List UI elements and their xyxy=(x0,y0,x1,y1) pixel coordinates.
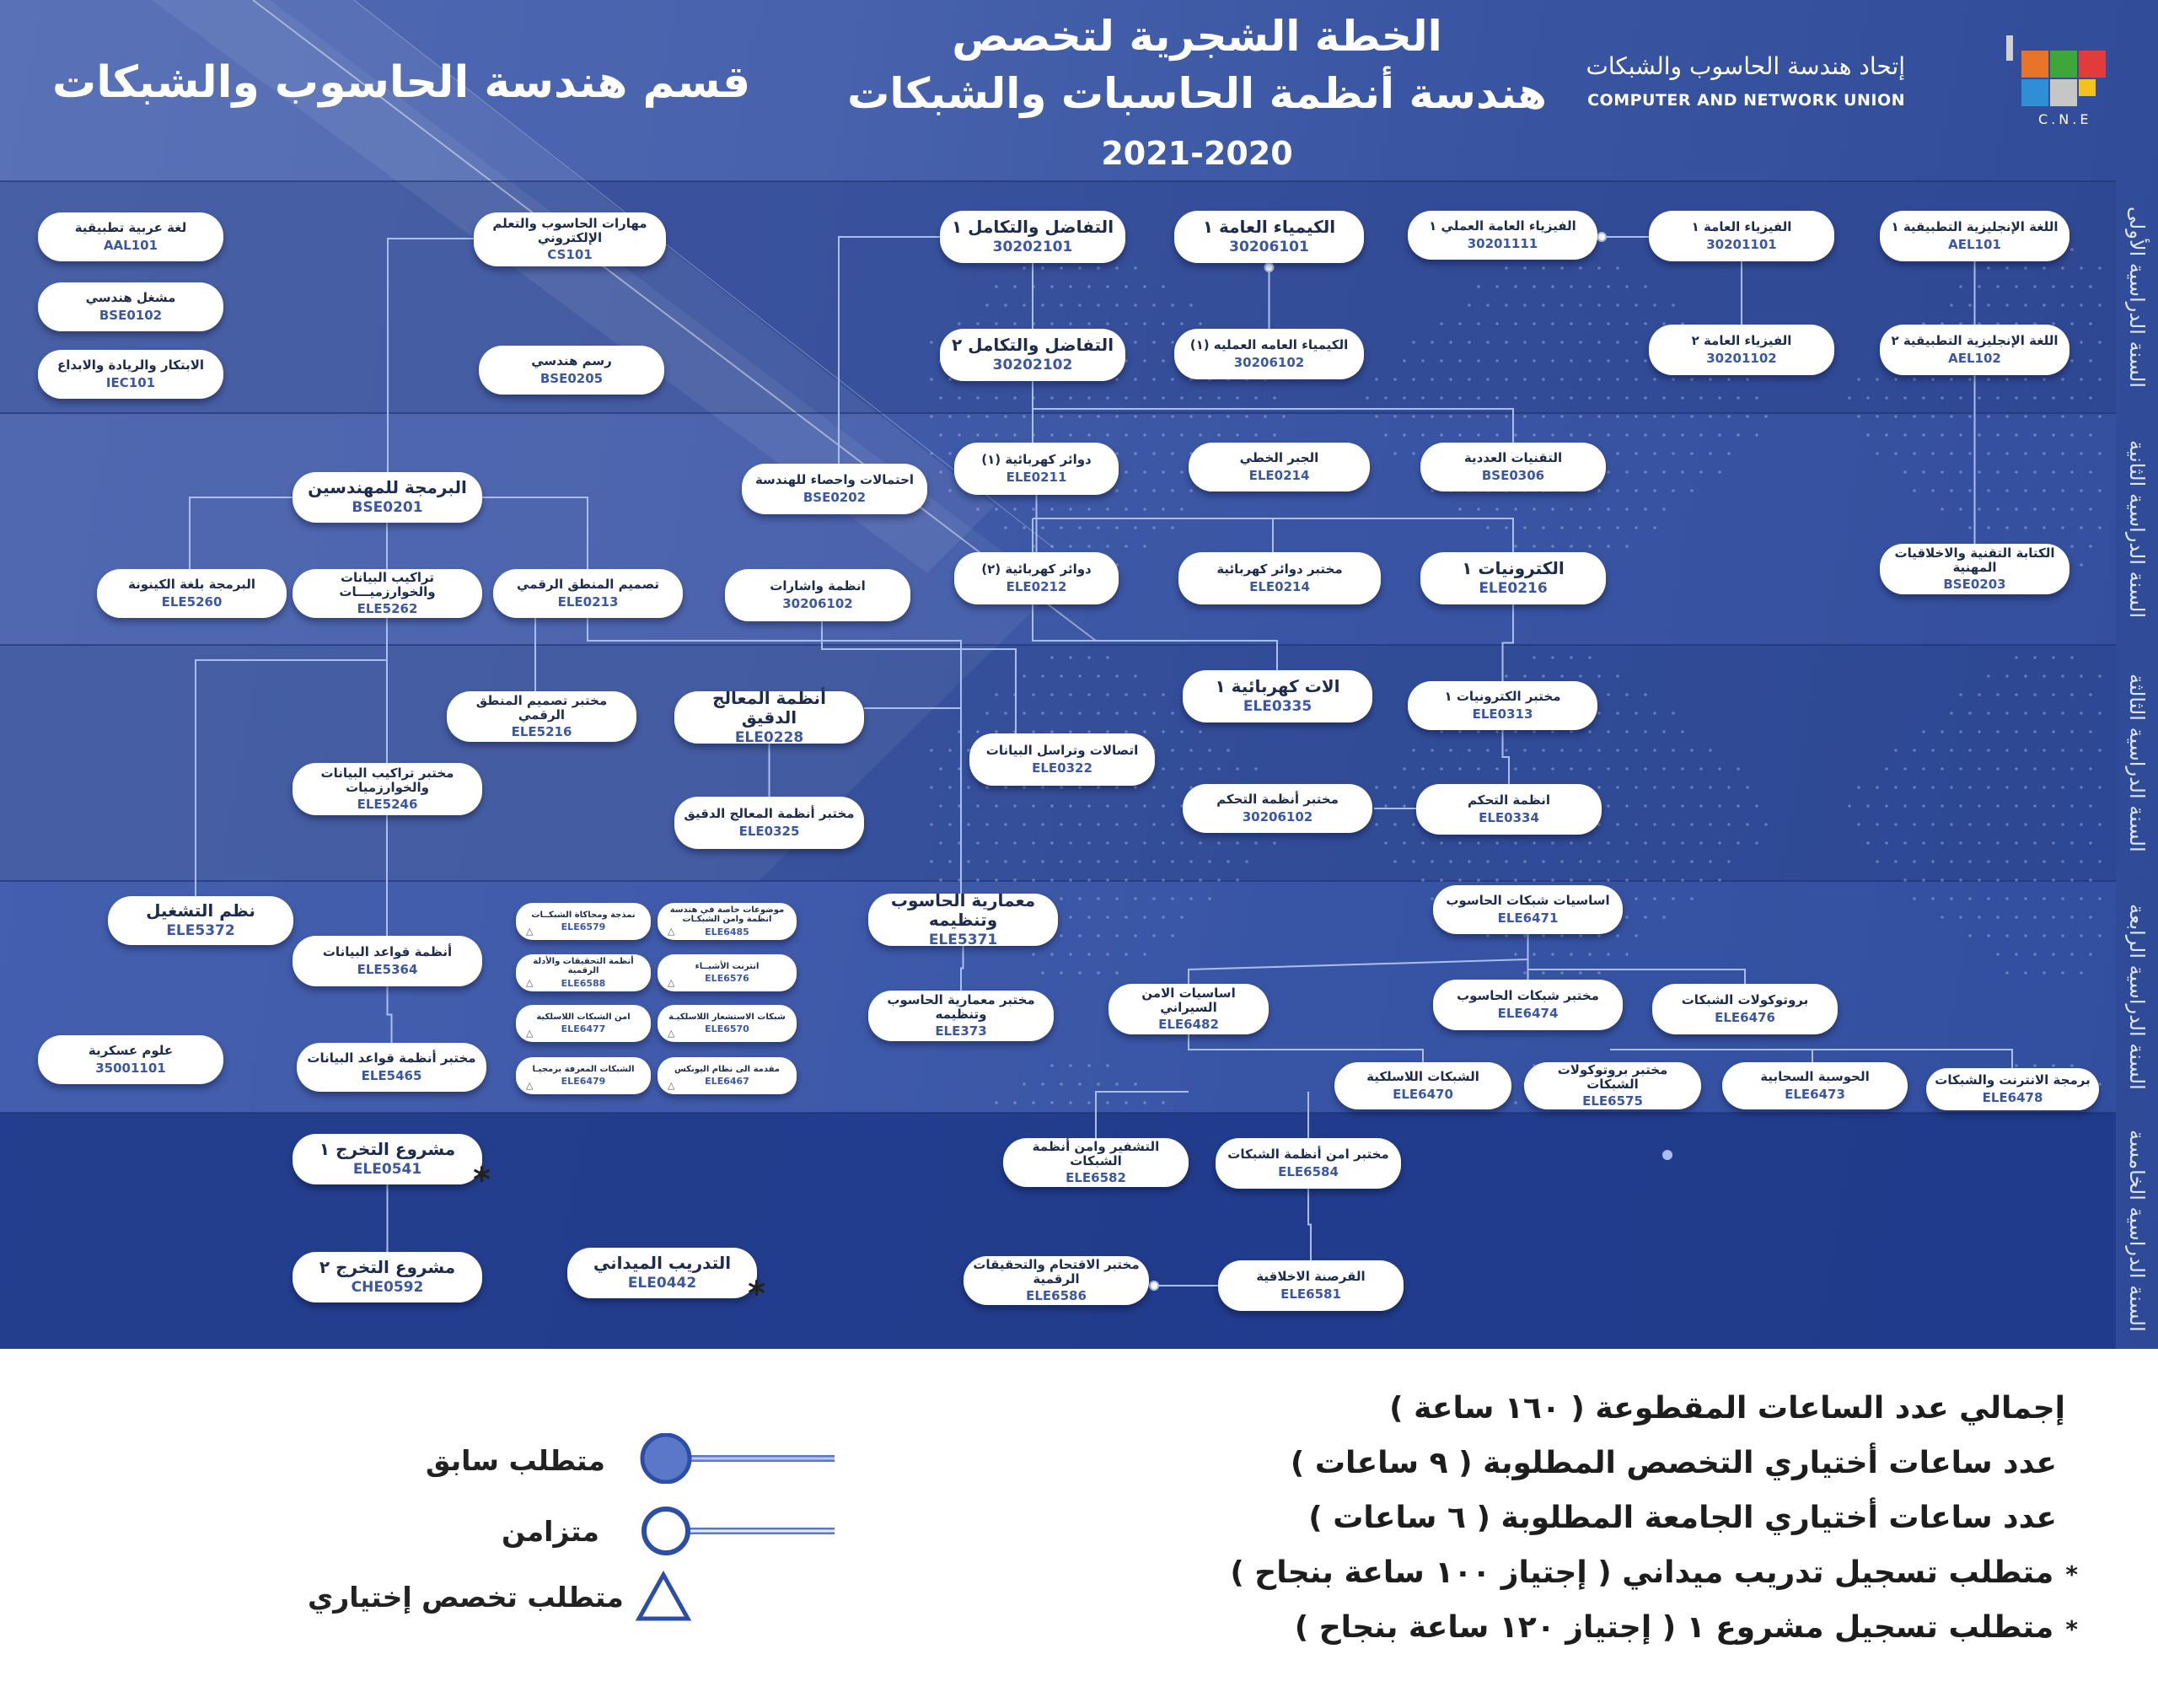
course-ele0214b[interactable] xyxy=(1178,552,1381,604)
course-ele6586[interactable] xyxy=(964,1256,1149,1305)
course-name: التشفير وامن أنظمة الشبكات xyxy=(1032,1138,1160,1168)
union-name-en: COMPUTER AND NETWORK UNION xyxy=(1587,91,1905,110)
course-ele0213[interactable] xyxy=(493,569,683,618)
course-ele5465[interactable] xyxy=(297,1043,486,1092)
course-code: ELE6482 xyxy=(1158,1017,1219,1033)
course-code: ELE6575 xyxy=(1582,1093,1643,1109)
course-bse0201[interactable] xyxy=(293,472,482,523)
course-name: دوائر كهربائية (٢) xyxy=(981,561,1092,577)
course-ele6575[interactable] xyxy=(1524,1062,1701,1109)
course-calc2[interactable] xyxy=(940,329,1125,381)
course-cs101[interactable] xyxy=(474,212,666,266)
course-name: برمجة الانترنت والشبكات xyxy=(1935,1072,2091,1088)
course-code: CHE0592 xyxy=(351,1279,424,1297)
course-code: ELE6478 xyxy=(1982,1089,2043,1105)
course-code: ELE5371 xyxy=(928,931,998,948)
course-code: CS101 xyxy=(547,247,593,263)
elective-triangle-icon: △ xyxy=(668,1080,675,1091)
course-code: BSE0102 xyxy=(99,307,163,323)
course-code: 30202101 xyxy=(992,239,1073,256)
course-name: مختبر دوائر كهربائية xyxy=(1216,561,1343,577)
course-ele0211[interactable] xyxy=(954,443,1119,495)
course-ele0334[interactable] xyxy=(1416,784,1602,835)
course-name: مختبر تصميم المنطق الرقمي xyxy=(475,692,608,722)
course-bse0102[interactable] xyxy=(38,282,223,331)
course-name: مقدمة الى نظام اليونكس xyxy=(674,1064,780,1074)
course-code: AEL102 xyxy=(1948,350,2001,366)
course-che0592[interactable] xyxy=(293,1252,482,1302)
course-code: ELE6586 xyxy=(1026,1288,1087,1304)
course-code: ELE6581 xyxy=(1280,1286,1341,1302)
legend-prereq-symbol xyxy=(632,1433,843,1484)
course-ele5260[interactable] xyxy=(97,569,287,618)
course-code: ELE0214 xyxy=(1248,467,1310,483)
course-ele0216[interactable] xyxy=(1420,552,1606,604)
course-name: تصميم المنطق الرقمي xyxy=(516,577,660,593)
course-ele6485[interactable] xyxy=(658,903,797,940)
note-project-requirement: *متطلب تسجيل مشروع ١ ( إجتياز ١٢٠ ساعة بنجاح ) xyxy=(1294,1610,2078,1645)
course-code: ELE5465 xyxy=(361,1067,422,1083)
course-name: الكيمياء العامة ١ xyxy=(1202,217,1336,238)
course-name: القرصنة الاخلاقية xyxy=(1256,1269,1366,1285)
elective-triangle-icon: △ xyxy=(668,926,675,937)
course-code: ELE0211 xyxy=(1006,469,1067,485)
course-name: مختبر بروتوكولات الشبكات xyxy=(1557,1061,1668,1092)
course-code: 30206102 xyxy=(782,595,853,611)
course-ctrllab[interactable] xyxy=(1183,784,1372,833)
note-university-electives: عدد ساعات أختياري الجامعة المطلوبة ( ٦ ساعات ) xyxy=(1308,1501,2057,1535)
course-name: دوائر كهربائية (١) xyxy=(981,452,1092,468)
course-name: موضوعات خاصة في هندسة انظمة وامن الشبكـات xyxy=(669,905,785,925)
elective-triangle-icon: △ xyxy=(526,977,534,988)
course-name: مختبر شبكات الحاسوب xyxy=(1457,988,1599,1004)
year-3-label: السنة الدراسية الثالثة xyxy=(2125,674,2149,852)
course-code: 30202102 xyxy=(992,357,1073,374)
course-name: الكترونيات ١ xyxy=(1462,558,1565,579)
course-code: 35001101 xyxy=(95,1060,166,1076)
course-name: نظم التشغيل xyxy=(146,900,255,921)
course-code: 30201101 xyxy=(1706,236,1777,252)
elective-triangle-icon: △ xyxy=(526,1080,534,1091)
course-code: ELE0213 xyxy=(557,594,619,610)
course-ele6470[interactable] xyxy=(1334,1062,1511,1109)
course-name: مختبر أنظمة قواعد البيانات xyxy=(307,1050,476,1066)
course-name: التفاضل والتكامل ١ xyxy=(951,217,1114,238)
union-logo xyxy=(2006,35,2124,128)
course-name: مشروع التخرج ١ xyxy=(319,1139,456,1160)
course-code: ELE5260 xyxy=(161,594,223,610)
course-name: علوم عسكرية xyxy=(88,1043,174,1059)
course-name: مختبر الكترونيات ١ xyxy=(1444,689,1561,705)
course-code: ELE6470 xyxy=(1393,1086,1453,1102)
course-code: ELE5216 xyxy=(511,724,572,740)
course-ele5246[interactable] xyxy=(293,763,482,815)
year-4-label: السنة الدراسية الرابعة xyxy=(2125,904,2149,1090)
course-signals[interactable] xyxy=(725,569,910,621)
course-name: انظمة التحكم xyxy=(1468,792,1550,808)
course-code: ELE0322 xyxy=(1032,760,1092,776)
course-ele0313[interactable] xyxy=(1408,681,1597,730)
course-aal101[interactable] xyxy=(38,212,223,261)
elective-triangle-icon: △ xyxy=(668,977,675,988)
course-name: الكيمياء العامه العمليه (١) xyxy=(1189,337,1349,353)
course-code: ELE0334 xyxy=(1479,809,1539,825)
course-bse0202[interactable] xyxy=(742,464,927,514)
course-name: انظمة واشارات xyxy=(770,578,866,594)
course-ele6474[interactable] xyxy=(1433,980,1623,1030)
course-ele6482[interactable] xyxy=(1109,984,1269,1034)
course-ele0214a[interactable] xyxy=(1189,443,1370,491)
course-name: تراكيب البيانات والخوارزميـــات xyxy=(339,569,436,599)
course-ele6582[interactable] xyxy=(1003,1138,1189,1187)
course-code: ELE6479 xyxy=(561,1076,606,1088)
course-code: ELE6473 xyxy=(1785,1086,1845,1102)
course-name: بروتوكولات الشبكات xyxy=(1681,992,1809,1008)
course-code: ELE0313 xyxy=(1472,706,1533,722)
course-name: اساسيات شبكات الحاسوب xyxy=(1446,893,1610,909)
course-phy2[interactable] xyxy=(1649,325,1834,375)
course-name: الكتابة التقنية والاخلاقيات المهنية xyxy=(1894,545,2055,575)
course-name: مشروع التخرج ٢ xyxy=(319,1257,456,1278)
course-code: 30201111 xyxy=(1467,235,1538,251)
course-code: BSE0203 xyxy=(1943,577,2006,593)
course-code: IEC101 xyxy=(105,374,156,390)
course-code: ELE0212 xyxy=(1006,578,1067,594)
course-name: الجبر الخطي xyxy=(1239,450,1319,466)
course-code: ELE6476 xyxy=(1715,1009,1775,1025)
course-code: ELE373 xyxy=(935,1023,987,1039)
note-major-electives: عدد ساعات أختياري التخصص المطلوبة ( ٩ ساعات ) xyxy=(1290,1446,2057,1480)
course-name: انترنت الأشيــاء xyxy=(695,961,760,971)
course-ele0541[interactable] xyxy=(293,1134,491,1200)
course-name: أنظمة المعالج الدقيق xyxy=(712,687,826,728)
year-2-label: السنة الدراسية الثانية xyxy=(2125,439,2149,619)
course-bse0306[interactable] xyxy=(1420,443,1606,491)
course-name: التقنيات العددية xyxy=(1463,450,1563,466)
course-name: أنظمة التحقيقات والأدلة الرقمية xyxy=(533,956,634,976)
course-code: ELE6570 xyxy=(705,1023,749,1035)
course-ele6471[interactable] xyxy=(1433,885,1623,934)
union-logo-text: C.N.E xyxy=(2038,111,2092,127)
year-5-label: السنة الدراسية الخامسة xyxy=(2125,1130,2149,1332)
plan-title-line2: هندسة أنظمة الحاسبات والشبكات xyxy=(847,69,1547,118)
course-code: 30206102 xyxy=(1233,354,1305,370)
course-bse0203[interactable] xyxy=(1880,544,2069,594)
course-name: رسم هندسي xyxy=(531,353,612,369)
course-name: الفيزياء العامة ١ xyxy=(1691,219,1792,235)
course-name: الابتكار والريادة والابداع xyxy=(56,357,205,373)
course-code: ELE6485 xyxy=(705,926,749,937)
legend-prereq-label: متطلب سابق xyxy=(426,1444,605,1477)
course-code: ELE0216 xyxy=(1479,580,1548,598)
course-name: مختبر الاقتحام والتحقيقات الرقمية xyxy=(973,1256,1140,1286)
course-ele6478[interactable] xyxy=(1926,1068,2099,1110)
legend-elective-label: متطلب تخصص إختياري xyxy=(308,1581,624,1614)
course-code: ELE0325 xyxy=(738,823,800,839)
course-ael101[interactable] xyxy=(1880,211,2069,261)
course-ele0212[interactable] xyxy=(954,552,1119,604)
course-code: ELE5364 xyxy=(357,961,418,977)
course-name: اللغة الإنجليزية التطبيقية ١ xyxy=(1891,219,2059,235)
elective-triangle-icon: △ xyxy=(668,1028,675,1039)
course-code: ELE5372 xyxy=(166,922,235,940)
course-ele0325[interactable] xyxy=(674,797,864,849)
course-code: ELE6474 xyxy=(1497,1005,1559,1021)
link-dot xyxy=(1597,233,1606,241)
course-name: اتصالات وتراسل البيانات xyxy=(985,743,1139,759)
course-code: ELE6477 xyxy=(561,1023,606,1035)
course-code: ELE0541 xyxy=(352,1161,422,1179)
course-code: ELE6588 xyxy=(561,977,606,989)
plan-year: 2021-2020 xyxy=(1101,135,1293,172)
course-name: مختبر معمارية الحاسوب وتنظيمه xyxy=(887,991,1035,1022)
course-ele6477[interactable] xyxy=(516,1005,651,1042)
department-title: قسم هندسة الحاسوب والشبكات xyxy=(52,57,751,108)
course-phylab[interactable] xyxy=(1408,211,1597,260)
course-code: 30206101 xyxy=(1229,239,1309,256)
course-ael102[interactable] xyxy=(1880,325,2069,375)
course-name: الات كهربائية ١ xyxy=(1215,676,1340,697)
course-ele6584[interactable] xyxy=(1216,1138,1401,1189)
legend-coreq-label: متزامن xyxy=(502,1515,599,1548)
course-name: مهارات الحاسوب والتعلم الإلكتروني xyxy=(492,215,647,245)
course-name: اساسيات الامن السيراني xyxy=(1141,985,1236,1015)
legend-coreq-symbol xyxy=(632,1506,843,1556)
course-name: الشبكات المعرفة برمجيـا xyxy=(532,1064,635,1074)
course-code: ELE5246 xyxy=(357,797,418,813)
note-total-hours: إجمالي عدد الساعات المقطوعة ( ١٦٠ ساعة ) xyxy=(1389,1391,2065,1426)
course-name: مختبر أنظمة المعالج الدقيق xyxy=(684,806,855,822)
union-name-ar: إتحاد هندسة الحاسوب والشبكات xyxy=(1586,52,1905,80)
course-calc1[interactable] xyxy=(940,211,1125,263)
course-ele6579[interactable] xyxy=(516,903,651,940)
link-dot xyxy=(1150,1281,1158,1290)
course-ele5364[interactable] xyxy=(293,936,482,986)
course-name: اللغة الإنجليزية التطبيقية ٢ xyxy=(1891,333,2059,349)
course-name: الفيزياء العامة العملي ١ xyxy=(1429,218,1576,234)
course-code: ELE5262 xyxy=(357,601,418,617)
course-ele5262[interactable] xyxy=(293,569,482,618)
course-name: البرمجة بلغة الكينونة xyxy=(127,577,256,593)
course-name: التدريب الميداني xyxy=(593,1253,732,1274)
course-code: BSE0306 xyxy=(1481,467,1545,483)
course-chemlab[interactable] xyxy=(1174,329,1364,379)
course-name: الفيزياء العامة ٢ xyxy=(1691,333,1792,349)
course-ele0322[interactable] xyxy=(969,733,1155,786)
course-ele6479[interactable] xyxy=(516,1057,651,1094)
course-name: الحوسبة السحابية xyxy=(1760,1069,1870,1085)
course-name: البرمجة للمهندسين xyxy=(308,477,467,498)
course-code: ELE6584 xyxy=(1278,1163,1339,1179)
course-code: ELE6579 xyxy=(561,921,606,933)
course-name: معمارية الحاسوب وتنظيمه xyxy=(890,889,1036,930)
course-ele373[interactable] xyxy=(868,991,1054,1041)
asterisk-mark: * xyxy=(748,1275,765,1313)
course-name: التفاضل والتكامل ٢ xyxy=(951,335,1114,356)
course-name: مختبر تراكيب البيانات والخوارزميات xyxy=(320,765,454,795)
course-ele0228[interactable] xyxy=(674,687,864,746)
course-code: AEL101 xyxy=(1948,236,2001,252)
course-name: الشبكات اللاسلكية xyxy=(1366,1069,1479,1085)
course-ele6581[interactable] xyxy=(1218,1260,1404,1311)
course-name: مختبر امن أنظمة الشبكات xyxy=(1227,1147,1389,1163)
course-ele5216[interactable] xyxy=(447,691,636,742)
course-bse0205[interactable] xyxy=(479,346,664,395)
course-code: AAL101 xyxy=(103,237,158,253)
course-code: ELE6582 xyxy=(1066,1170,1126,1186)
link-dot xyxy=(1265,263,1274,271)
legend-elective-triangle-icon xyxy=(634,1570,693,1624)
course-code: ELE0228 xyxy=(734,728,804,746)
course-ele5372[interactable] xyxy=(108,896,293,945)
course-code: BSE0201 xyxy=(352,499,423,517)
course-mil[interactable] xyxy=(38,1035,223,1084)
course-ele0335[interactable] xyxy=(1183,670,1372,722)
course-name: أنظمة قواعد البيانات xyxy=(322,944,453,960)
course-phy1[interactable] xyxy=(1649,211,1834,261)
elective-triangle-icon: △ xyxy=(526,926,534,937)
course-ele6576[interactable] xyxy=(658,954,797,991)
course-name: امن الشبكات اللاسلكية xyxy=(536,1012,631,1022)
course-ele5371[interactable] xyxy=(868,889,1058,948)
course-name: لغة عربية تطبيقية xyxy=(74,220,187,236)
course-code: ELE0335 xyxy=(1243,698,1313,716)
elective-triangle-icon: △ xyxy=(526,1028,534,1039)
course-code: ELE6471 xyxy=(1497,910,1559,926)
course-chem1[interactable] xyxy=(1174,211,1364,263)
course-ele6588[interactable] xyxy=(516,954,651,991)
course-name: مختبر أنظمة التحكم xyxy=(1216,792,1339,808)
course-name: مشغل هندسي xyxy=(85,290,176,306)
course-code: ELE6576 xyxy=(705,973,749,985)
course-ele0442[interactable] xyxy=(567,1248,765,1313)
year-1-label: السنة الدراسية الأولى xyxy=(2125,206,2149,389)
course-code: 30206102 xyxy=(1242,808,1313,824)
course-code: ELE6467 xyxy=(705,1076,749,1088)
asterisk-mark: * xyxy=(473,1161,491,1200)
course-name: شبكات الاستشعار اللاسلكيـة xyxy=(668,1012,786,1022)
course-ele6570[interactable] xyxy=(658,1005,797,1042)
course-name: احتمالات واحصاء للهندسة xyxy=(754,472,915,488)
course-ele6467[interactable] xyxy=(658,1057,797,1094)
course-name: نمذجة ومحاكاة الشبكــات xyxy=(531,910,636,920)
course-code: BSE0205 xyxy=(540,370,604,386)
course-code: ELE0214 xyxy=(1249,578,1310,594)
course-iec101[interactable] xyxy=(38,350,223,399)
course-code: 30201102 xyxy=(1706,350,1777,366)
note-training-requirement: *متطلب تسجيل تدريب ميداني ( إجتياز ١٠٠ ساعة بنجاح ) xyxy=(1230,1555,2078,1590)
plan-title-line1: الخطة الشجرية لتخصص xyxy=(952,12,1442,61)
course-code: BSE0202 xyxy=(803,489,867,505)
course-ele6473[interactable] xyxy=(1722,1062,1908,1109)
course-code: ELE0442 xyxy=(627,1275,697,1292)
course-ele6476[interactable] xyxy=(1652,984,1838,1034)
